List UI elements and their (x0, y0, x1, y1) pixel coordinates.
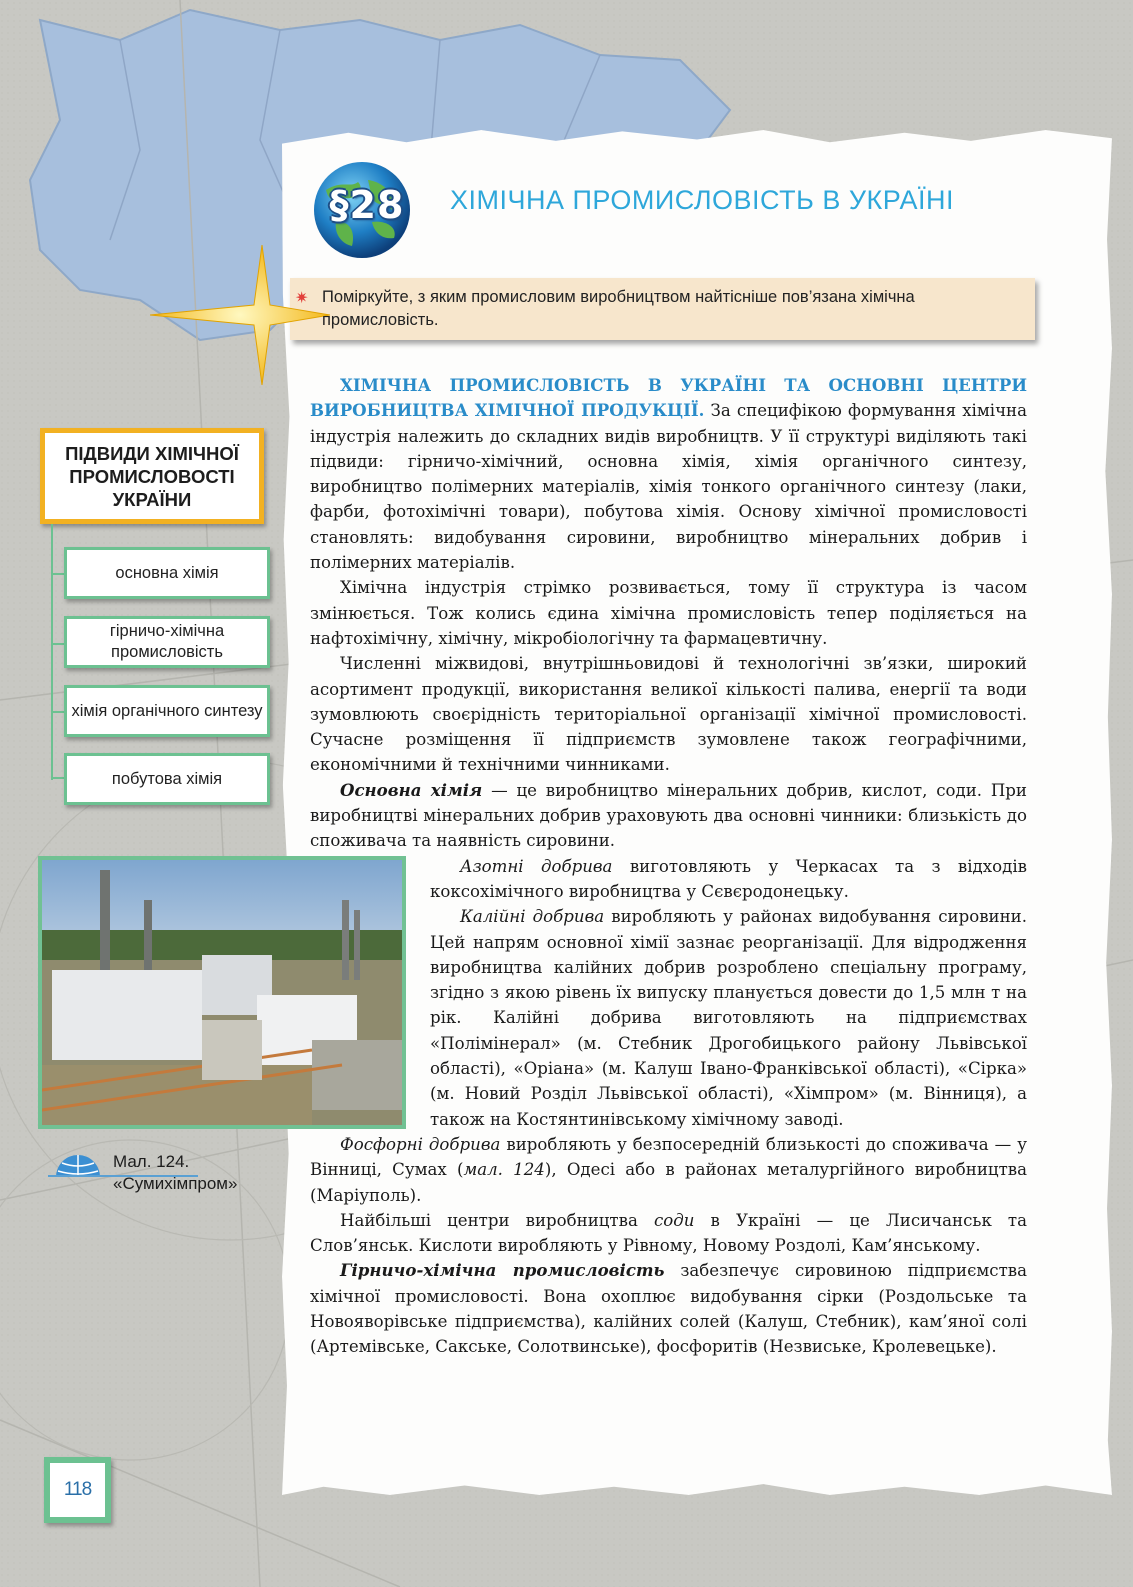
star-icon (150, 245, 330, 385)
paragraph-text: забезпечує сировиною підприємства хімічної промисловості. Вона охоплює видобування сірки (Роздольське та Новояворівське підприємства), калійних солей (Калуш, Стебник), кам’яної солі (Артемівське, Сакське, Солотвинське), фосфоритів (Незвиське, Кролевецьке). (310, 1261, 1027, 1357)
term: Основна хімія (340, 779, 483, 800)
paragraph-text: виробляють у безпосередній близькості до споживача — у Вінниці, Сумах ( (310, 1134, 1027, 1180)
paragraph (310, 1208, 1027, 1259)
subtypes-diagram-title: ПІДВИДИ ХІМІЧНОЇ ПРОМИСЛОВОСТІ УКРАЇНИ (40, 428, 264, 524)
figure-photo-sumykhimprom (38, 856, 406, 1129)
paragraph (310, 778, 1027, 854)
paragraph-text: в Україні — це Лисичанськ та Слов’янськ. Кислоти виробляють у Рівному, Новому Роздолі, Кам’янському. (310, 1210, 1027, 1256)
paragraph-text: Найбільші центри виробництва (340, 1210, 654, 1230)
main-text (310, 373, 1027, 1360)
subheading: ХІМІЧНА ПРОМИСЛОВІСТЬ В УКРАЇНІ ТА ОСНОВНІ ЦЕНТРИ ВИРОБНИЦТВА ХІМІЧНОЇ ПРОДУКЦІЇ. (310, 375, 1027, 421)
caption-number: Мал. 124. (113, 1152, 190, 1171)
section-number: §28 (329, 183, 405, 227)
term: соди (653, 1210, 695, 1230)
paragraph-intro (310, 373, 1027, 575)
subtype-box-mining-chemical: гірничо-хімічна промисловість (64, 616, 270, 668)
page-number: 118 (44, 1457, 111, 1523)
paragraph (430, 854, 1027, 905)
paragraph-text: ), Одесі або в районах металургійного виробництва (Маріуполь). (310, 1160, 1027, 1205)
figure-reference: мал. 124 (463, 1160, 545, 1180)
subtype-box-organic-synthesis: хімія органічного синтезу (64, 685, 270, 737)
paragraph (430, 904, 1027, 1132)
paragraph: Численні міжвидові, внутрішньовидові й технологічні зв’язки, широкий асортимент продукції, використання великої кількості палива, енергії та води зумовлюють своєрідність територіальної організації хімічної промисловості. Сучасне розміщення її підприємств зумовлене також географічними, економічними й технічними чинниками. (310, 654, 1027, 775)
paragraph-text: — це виробництво мінеральних добрив, кислот, соди. При виробництві мінеральних добрив ураховують два основні чинники: близькість до споживача та наявність сировини. (310, 780, 1027, 851)
chapter-title: ХІМІЧНА ПРОМИСЛОВІСТЬ В УКРАЇНІ (450, 185, 954, 215)
term: Фосфорні добрива (340, 1134, 501, 1154)
paragraph (310, 1132, 1027, 1208)
paragraph-text: За специфікою формування хімічна індустрія належить до складних видів виробництв. У її структурі виділяють такі підвиди: гірничо-хімічний, основна хімія, хімія органічного синтезу, виробництво полімерних матеріалів, хімія тонкого органічного синтезу (лаки, фарби, фотохімічні товари), побутова хімія. Основу хімічної промисловості становлять: видобування сировини, виробництво мінеральних добрив і полімерних матеріалів. (310, 401, 1027, 573)
globe-caption-icon (48, 1149, 106, 1177)
paragraph-text: виготовляють у Черкасах та з відходів коксохімічного виробництва у Сєвєродонецьку. (430, 856, 1027, 901)
figure-caption (113, 1151, 237, 1195)
subtype-box-basic-chemistry: основна хімія (64, 547, 270, 599)
paragraph (310, 1258, 1027, 1359)
subtype-box-household-chemistry: побутова хімія (64, 753, 270, 805)
paragraph-text: виробляють у районах видобування сировини. Цей напрям основної хімії зазнає реорганізації. Для відродження виробництва калійних добрив розроблено спеціальну програму, згідно з якою рівень їх випуску планується довести до 1,5 млн т на рік. Калійні добрива виготовляють на підприємствах «Полімінерал» (м. Стебник Дрогобицького району Львівської області), «Оріана» (м. Калуш Івано-Франківської області), «Сірка» (м. Новий Розділ Львівської області), «Хімпром» (м. Вінниця), а також на Костянтинівському хімічному заводі. (430, 907, 1027, 1129)
paragraph: Хімічна індустрія стрімко розвивається, тому її структура із часом змінюється. Тож колись єдина хімічна промисловість тепер поділяється на нафтохімічну, хімічну, мікробіологічну та фармацевтичну. (310, 578, 1027, 648)
term: Калійні добрива (460, 907, 605, 927)
question-text: Поміркуйте, з яким промисловим виробництвом найтісніше пов’язана хімічна промисловість. (322, 288, 915, 329)
question-bullet-icon: ✷ (295, 288, 309, 307)
term: Азотні добрива (460, 856, 613, 876)
term: Гірничо-хімічна промисловість (340, 1260, 665, 1281)
caption-title: «Сумихімпром» (113, 1174, 238, 1193)
